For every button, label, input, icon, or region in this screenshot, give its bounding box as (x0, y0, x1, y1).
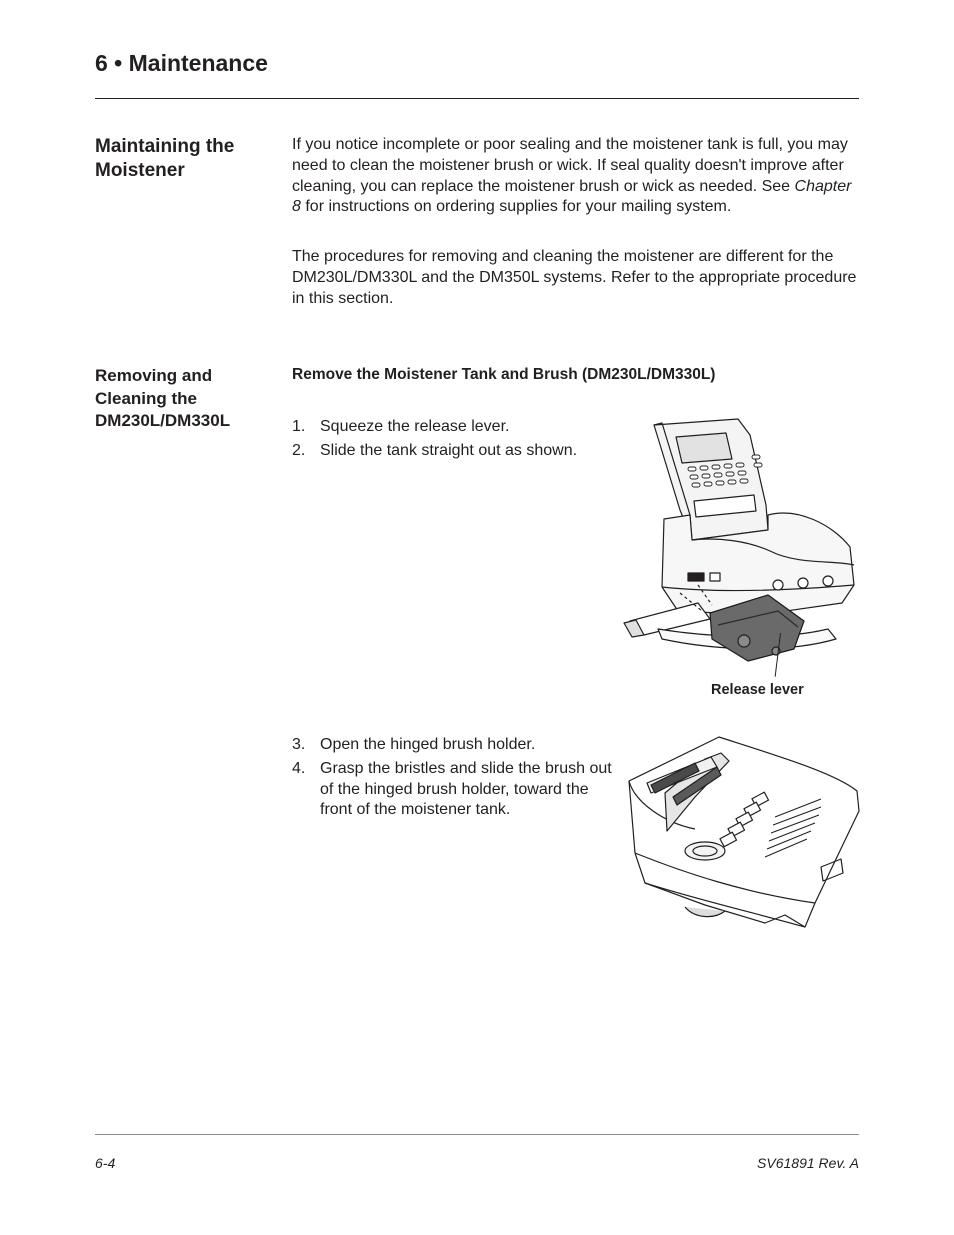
procedures-paragraph: The procedures for removing and cleaning the moistener are different for the DM230L/DM330L and the DM350L systems. Refer to the appropriate procedure in this section. (292, 248, 857, 307)
steps-list-b (292, 735, 617, 824)
step-text: Grasp the bristles and slide the brush out of the hinged brush holder, toward the front of the moistener tank. (320, 760, 612, 818)
step-number: 2. (292, 442, 306, 459)
intro-paragraph (292, 135, 857, 218)
step-number: 4. (292, 760, 306, 777)
release-lever-label: Release lever (711, 682, 804, 698)
document-id: SV61891 Rev. A (757, 1155, 859, 1171)
list-item (292, 759, 617, 821)
page-number: 6-4 (95, 1155, 116, 1171)
moistener-tank-illustration (625, 733, 865, 933)
footer-rule (95, 1134, 859, 1135)
steps-list-a (292, 417, 617, 465)
step-number: 1. (292, 418, 306, 435)
step-text: Slide the tank straight out as shown. (320, 442, 578, 459)
mailing-machine-illustration (618, 415, 863, 665)
chapter-title: 6 • Maintenance (95, 50, 268, 76)
list-item (292, 735, 617, 756)
intro-text-start: If you notice incomplete or poor sealing and the moistener tank is full, you may need to clean the moistener brush or wick. If seal quality doesn't improve after cleaning, you can replace the moistener brush or wick as needed. See (292, 136, 848, 195)
chapter-reference: Chapter 8 (292, 177, 852, 216)
list-item (292, 417, 617, 438)
step-number: 3. (292, 736, 306, 753)
section-heading-removing-cleaning: Removing and Cleaning the DM230L/DM330L (95, 366, 231, 430)
section-heading-maintaining-moistener: Maintaining the Moistener (95, 136, 235, 181)
intro-text-end: for instructions on ordering supplies for your mailing system. (300, 198, 732, 216)
header-rule (95, 98, 859, 99)
step-text: Open the hinged brush holder. (320, 736, 536, 753)
procedure-title: Remove the Moistener Tank and Brush (DM230L/DM330L) (292, 366, 716, 383)
list-item (292, 441, 617, 462)
step-text: Squeeze the release lever. (320, 418, 510, 435)
